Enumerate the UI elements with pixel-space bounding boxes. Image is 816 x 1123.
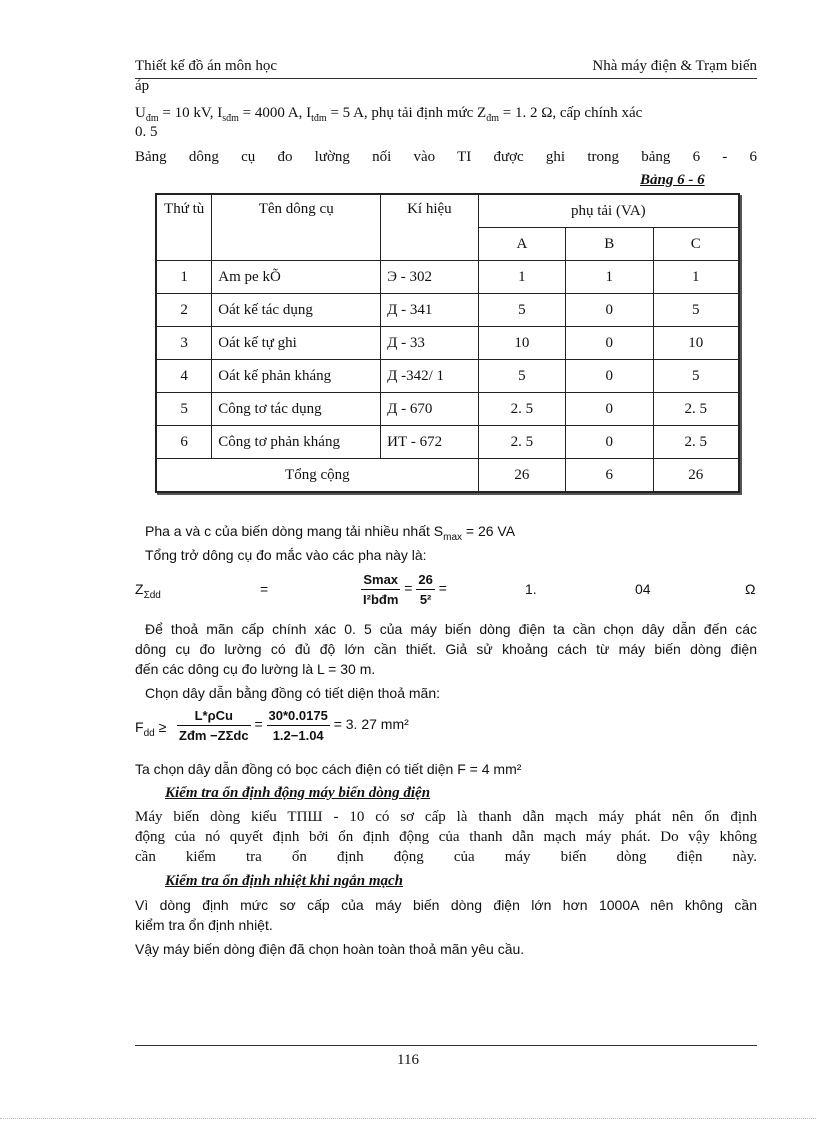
u-sub: đm: [145, 113, 159, 124]
para1-line3: đến các dông cụ đo lường là L = 30 m.: [135, 661, 376, 677]
i1-sub: sđm: [222, 113, 239, 124]
row-symbol: Д - 341: [381, 294, 479, 327]
tongtro-text: Tổng trở dông cụ đo mắc vào các pha này là:: [145, 547, 427, 563]
row-load-b: 0: [566, 294, 653, 327]
heading-dynamic: Kiểm tra ổn định động máy biến dòng điện: [165, 785, 431, 801]
row-load-a: 2. 5: [478, 393, 565, 426]
row-load-b: 0: [566, 360, 653, 393]
page-number: 116: [397, 1052, 419, 1068]
zeq-eq3: =: [438, 580, 447, 597]
table-row: [156, 261, 739, 294]
feq-ge: ≥: [154, 719, 167, 735]
z-equation: [135, 570, 757, 610]
table-row: [156, 294, 739, 327]
zeq-frac2: [416, 570, 434, 609]
total-label: Tổng cộng: [156, 459, 478, 493]
zeq-frac1: [361, 570, 400, 609]
zeq-f1-den: I²bđm: [363, 592, 399, 607]
header-phase-b: B: [566, 228, 653, 261]
row-number: 2: [156, 294, 212, 327]
tachon-text: Ta chọn dây dẫn đồng có bọc cách điện có tiết diện F = 4 mm²: [135, 761, 522, 777]
feq-frac2: [267, 706, 330, 745]
header-wrap: áp: [135, 78, 150, 94]
feq-n1: L*ρCu: [177, 706, 251, 726]
u-symbol: U: [135, 105, 146, 121]
total-a: 26: [478, 459, 565, 493]
feq-d2: 1.2−1.04: [272, 728, 324, 743]
heading-thermal: Kiểm tra ổn định nhiệt khi ngắn mạch: [165, 873, 403, 889]
header-load: phụ tải (VA): [478, 194, 739, 228]
instrument-table: [155, 193, 740, 493]
table-row: [156, 393, 739, 426]
row-load-c: 10: [653, 327, 739, 360]
row-load-a: 5: [478, 360, 565, 393]
i2-symbol: I: [306, 105, 312, 121]
zeq-unit: Ω: [745, 581, 756, 597]
zeq-val: 1.: [525, 581, 537, 597]
row-symbol: ИТ - 672: [381, 426, 479, 459]
zeq-f1-num: Smax: [361, 570, 400, 590]
row-number: 3: [156, 327, 212, 360]
header-phase-a: A: [478, 228, 565, 261]
feq-result: = 3. 27 mm²: [333, 716, 409, 733]
row-load-b: 0: [566, 327, 653, 360]
row-load-a: 5: [478, 294, 565, 327]
para3-line2: kiểm tra ổn định nhiệt.: [135, 917, 273, 933]
f-equation: [135, 706, 757, 748]
feq-eq: =: [254, 716, 263, 733]
z-sub: đm: [486, 113, 499, 124]
i2-value: = 5 A, phụ tải định mức: [326, 105, 478, 121]
z-value: = 1. 2 Ω, cấp chính xác: [498, 105, 643, 121]
para1-line1: Để thoả mãn cấp chính xác 0. 5 của máy biến dòng điện ta cần chọn dây dẫn đến các: [145, 621, 757, 637]
zeq-f2-den: 5²: [419, 592, 432, 607]
u-value: = 10 kV,: [158, 105, 218, 121]
para2-line3: cần kiểm tra ổn định động của máy biến dòng điện này.: [135, 849, 757, 865]
header-right: Nhà máy điện & Trạm biến: [592, 58, 757, 74]
row-name: Công tơ tác dụng: [212, 393, 381, 426]
row-load-c: 5: [653, 360, 739, 393]
para2-line2: động của nó quyết định bởi ổn định động của thanh dẫn mạch máy phát. Do vậy không: [135, 829, 757, 845]
row-symbol: Д -342/ 1: [381, 360, 479, 393]
zeq-val2: 04: [635, 581, 651, 597]
feq-d1: Zđm −ZΣdc: [179, 728, 249, 743]
feq-n2: 30*0.0175: [267, 706, 330, 726]
row-load-b: 1: [566, 261, 653, 294]
row-name: Công tơ phản kháng: [212, 426, 381, 459]
header-symbol: Kí hiệu: [381, 194, 479, 261]
table-row: [156, 327, 739, 360]
total-b: 6: [566, 459, 653, 493]
z-symbol: Z: [477, 105, 487, 121]
zeq-lhs: Z: [135, 581, 144, 597]
row-load-b: 0: [566, 426, 653, 459]
row-name: Oát kế tác dụng: [212, 294, 381, 327]
row-number: 1: [156, 261, 212, 294]
zeq-lhs-sub: Σdd: [143, 589, 161, 601]
ratings-line-2: 0. 5: [135, 124, 158, 140]
i1-symbol: I: [217, 105, 223, 121]
conclusion-text: Vậy máy biến dòng điện đã chọn hoàn toàn thoả mãn yêu cầu.: [135, 941, 525, 957]
feq-frac1: [177, 706, 251, 745]
pha-sub: max: [443, 531, 463, 543]
pha-post: = 26 VA: [462, 523, 516, 539]
header-rule: [135, 78, 757, 79]
row-load-c: 2. 5: [653, 426, 739, 459]
row-symbol: Д - 33: [381, 327, 479, 360]
row-load-a: 2. 5: [478, 426, 565, 459]
row-load-a: 10: [478, 327, 565, 360]
row-load-c: 5: [653, 294, 739, 327]
zeq-eq2: =: [404, 580, 413, 597]
header-left: Thiết kế đồ án môn học: [135, 58, 278, 74]
pha-text: [145, 522, 767, 547]
footer-rule: [135, 1045, 757, 1046]
row-load-c: 1: [653, 261, 739, 294]
header-stt: Thứ tù: [156, 194, 212, 261]
i1-value: = 4000 A,: [238, 105, 307, 121]
i2-sub: tđm: [311, 113, 327, 124]
zeq-eq: =: [260, 581, 269, 597]
row-symbol: Э - 302: [381, 261, 479, 294]
row-load-b: 0: [566, 393, 653, 426]
intro-text: Bảng dông cụ đo lường nối vào TI được ghi trong bảng 6 - 6: [135, 149, 757, 165]
pha-pre: Pha a và c của biến dòng mang tải nhiều nhất S: [145, 523, 444, 539]
header-name: Tên dông cụ: [212, 194, 381, 261]
feq-lhs-sub: dd: [143, 727, 155, 739]
header-phase-c: C: [653, 228, 739, 261]
row-load-c: 2. 5: [653, 393, 739, 426]
page-edge: [0, 1118, 816, 1119]
chon-text: Chọn dây dẫn bằng đồng có tiết diện thoả mãn:: [145, 685, 440, 701]
para3-line1: Vì dòng định mức sơ cấp của máy biến dòng điện lớn hơn 1000A nên không cần: [135, 897, 757, 913]
row-symbol: Д - 670: [381, 393, 479, 426]
row-number: 6: [156, 426, 212, 459]
feq-lhs: F: [135, 719, 144, 735]
table-row: [156, 426, 739, 459]
row-name: Oát kế tự ghi: [212, 327, 381, 360]
para2-line1: Máy biến dòng kiểu TПШ - 10 có sơ cấp là thanh dẫn mạch máy phát nên ổn định: [135, 809, 757, 825]
table-row: [156, 360, 739, 393]
row-number: 5: [156, 393, 212, 426]
zeq-f2-num: 26: [416, 570, 434, 590]
para1-line2: dông cụ đo lường có đủ độ lớn cần thiết. Giả sử khoảng cách từ máy biến dòng điện: [135, 641, 757, 657]
row-load-a: 1: [478, 261, 565, 294]
table-caption: Bảng 6 - 6: [640, 172, 705, 188]
row-number: 4: [156, 360, 212, 393]
row-name: Oát kế phản kháng: [212, 360, 381, 393]
total-c: 26: [653, 459, 739, 493]
row-name: Am pe kÕ: [212, 261, 381, 294]
